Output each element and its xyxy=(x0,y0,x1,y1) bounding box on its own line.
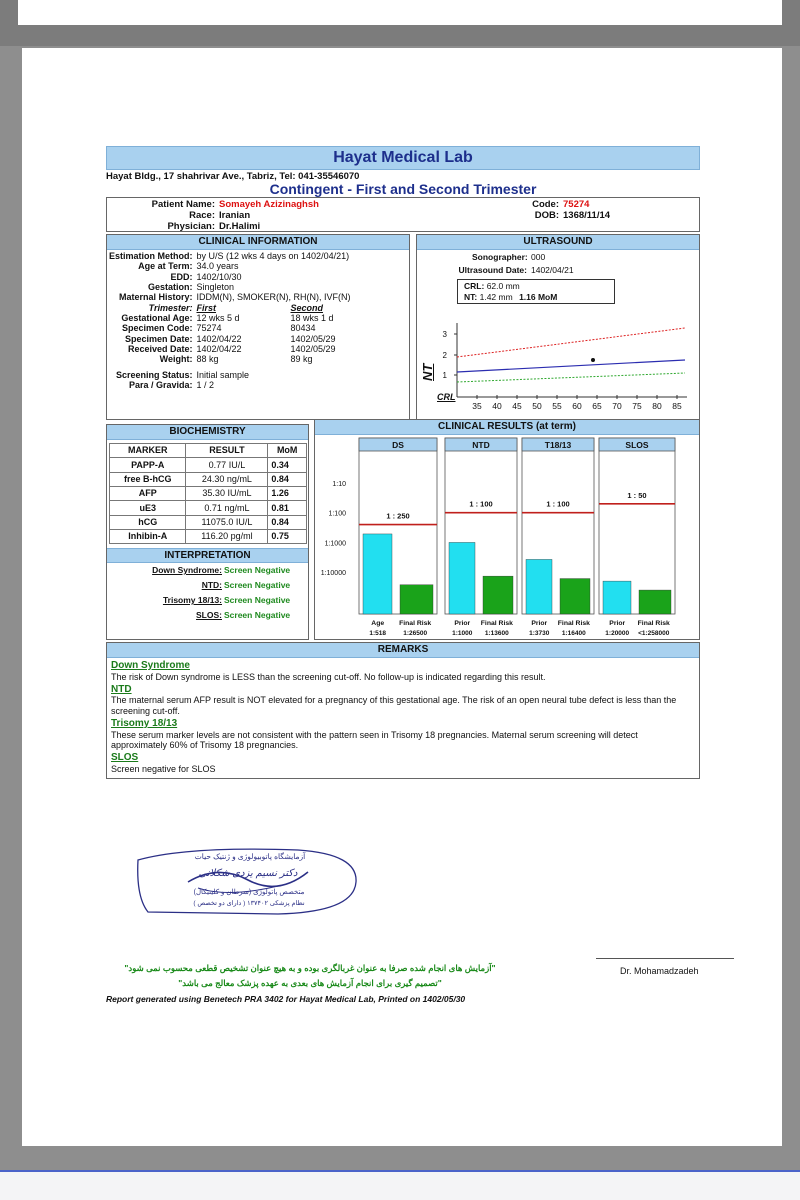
table-row xyxy=(110,515,307,529)
col-marker: MARKER xyxy=(110,444,186,458)
patient-name-label: Patient Name: xyxy=(151,199,215,211)
crl-value: 62.0 mm xyxy=(486,281,520,292)
clinical-row-2 xyxy=(107,334,352,344)
second-value: 18 wks 1 d xyxy=(290,313,334,324)
lab-address: Hayat Bldg., 17 shahrivar Ave., Tabriz, Tel: 041-35546070 xyxy=(106,171,360,182)
ultrasound-box xyxy=(416,234,700,420)
clinical-header: CLINICAL INFORMATION xyxy=(107,235,409,250)
nt-x-tick-label: 45 xyxy=(512,401,522,412)
risk-cutoff-label: 1 : 250 xyxy=(386,511,410,521)
risk-bar-label: Final Risk xyxy=(480,620,513,628)
nt-upper-line xyxy=(457,328,685,357)
marker: uE3 xyxy=(110,501,186,515)
clinical-results-header: CLINICAL RESULTS (at term) xyxy=(315,420,699,435)
risk-bar xyxy=(560,579,590,614)
row-label: Gestational Age: xyxy=(121,313,193,324)
result: 24.30 ng/mL xyxy=(186,472,268,486)
risk-bar xyxy=(400,585,433,614)
estimation-method: by U/S (12 wks 4 days on 1402/04/21) xyxy=(196,251,350,262)
risk-bar xyxy=(603,581,631,614)
nt-y-tick-label: 3 xyxy=(442,330,447,340)
mom: 0.81 xyxy=(268,501,307,515)
physician: Dr.Halimi xyxy=(219,221,261,233)
age-at-term: 34.0 years xyxy=(196,261,239,272)
sonographer-label: Sonographer: xyxy=(472,252,528,263)
remark-title-slos: SLOS xyxy=(111,752,139,764)
table-row xyxy=(110,458,307,472)
patient-box xyxy=(106,197,700,232)
risk-bar-label: Age xyxy=(371,620,385,628)
risk-bar-value: 1:3730 xyxy=(529,630,550,638)
remark-title-ntd: NTD xyxy=(111,683,132,695)
risk-bar-value: <1:258000 xyxy=(638,630,670,638)
physician-label: Physician: xyxy=(167,221,215,233)
para-label: Para / Gravida: xyxy=(128,380,193,391)
interp-label: SLOS: xyxy=(196,610,222,621)
risk-y-tick-label: 1:10000 xyxy=(320,570,346,578)
risk-bar-label: Final Risk xyxy=(399,620,432,628)
doctor-stamp xyxy=(128,842,363,922)
nt-label: NT: xyxy=(464,292,478,303)
stamp-line-2: دکتر نسیم یزدی شکلانی xyxy=(198,868,298,879)
remark-title-down-syndrome: Down Syndrome xyxy=(111,660,190,672)
stamp-line-3: متخصص پاتولوژی (سرطان و کلینیکال) xyxy=(193,889,305,896)
table-row xyxy=(110,486,307,500)
nt-x-tick-label: 60 xyxy=(572,401,582,412)
screening-status: Initial sample xyxy=(196,369,250,380)
risk-bar-label: Prior xyxy=(454,620,471,628)
nt-x-tick-label: 55 xyxy=(552,401,562,412)
edd-label: EDD: xyxy=(170,271,193,282)
interpretation-list xyxy=(107,563,308,623)
risk-panel-title: T18/13 xyxy=(544,440,572,451)
second-value: 89 kg xyxy=(290,354,313,365)
table-row xyxy=(110,529,307,543)
interp-label: Down Syndrome: xyxy=(152,565,222,576)
code: 75274 xyxy=(563,199,590,211)
signer-name: Dr. Mohamadzadeh xyxy=(620,966,699,976)
risk-y-tick-label: 1:1000 xyxy=(324,540,346,548)
nt-x-tick-label: 65 xyxy=(592,401,602,412)
nt-axis-label: NT xyxy=(420,363,435,382)
nt-x-tick-label: 75 xyxy=(632,401,642,412)
marker: PAPP-A xyxy=(110,458,186,472)
risk-bar-label: Final Risk xyxy=(557,620,590,628)
remark-text-slos: Screen negative for SLOS xyxy=(111,763,216,774)
interp-value: Screen Negative xyxy=(224,610,291,621)
clinical-row xyxy=(106,234,700,424)
interp-label: NTD: xyxy=(201,580,222,591)
row-label: Specimen Code: xyxy=(121,323,193,334)
result: 116.20 pg/ml xyxy=(186,529,268,543)
risk-bar xyxy=(363,534,392,614)
ultrasound-date: 1402/04/21 xyxy=(531,265,574,276)
crl-axis-label: CRL xyxy=(437,392,456,403)
farsi-note-2: "تصمیم گیری برای انجام آزمایش های بعدی به عهده پزشک معالج می باشد" xyxy=(178,978,442,988)
ultrasound-header: ULTRASOUND xyxy=(417,235,699,250)
row-label: Specimen Date: xyxy=(124,333,193,344)
stamp-line-1: آزمایشگاه پاتوبیولوژی و ژنتیک حیات xyxy=(194,852,306,861)
ultrasound-date-label: Ultrasound Date: xyxy=(458,265,527,276)
row-label: Weight: xyxy=(159,354,193,365)
nt-x-tick-label: 35 xyxy=(472,401,482,412)
mom: 1.26 xyxy=(268,486,307,500)
first-value: 1402/04/22 xyxy=(196,333,242,344)
clinical-row-4 xyxy=(107,354,352,364)
table-row xyxy=(110,472,307,486)
risk-bar-label: Prior xyxy=(531,620,548,628)
risk-bar xyxy=(639,590,671,614)
result: 11075.0 IU/L xyxy=(186,515,268,529)
report-title: Contingent - First and Second Trimester xyxy=(269,180,537,197)
sonographer: 000 xyxy=(531,252,546,263)
remark-text-trisomy: These serum marker levels are not consistent with the pattern seen in Trisomy 18 pregnancies. Maternal serum screening will detect approximately 60% of Trisomy 18 pregnancies. xyxy=(111,729,638,750)
risk-bar-value: 1:20000 xyxy=(605,630,630,638)
race-label: Race: xyxy=(189,210,215,222)
risk-cutoff-label: 1 : 100 xyxy=(469,499,493,509)
nt-x-tick-label: 80 xyxy=(652,401,662,412)
nt-x-tick-label: 70 xyxy=(612,401,622,412)
report-generated-note: Report generated using Benetech PRA 3402 for Hayat Medical Lab, Printed on 1402/05/30 xyxy=(106,994,466,1004)
crl-label: CRL: xyxy=(464,281,485,292)
results-row xyxy=(106,421,700,640)
marker: hCG xyxy=(110,515,186,529)
previous-page xyxy=(18,0,782,25)
maternal-history: IDDM(N), SMOKER(N), RH(N), IVF(N) xyxy=(196,292,351,303)
signature-line xyxy=(596,958,734,959)
clinical-row-1 xyxy=(107,323,352,333)
nt-crl-chart xyxy=(417,309,701,419)
dob-label: DOB: xyxy=(534,210,559,222)
risk-cutoff-label: 1 : 100 xyxy=(546,499,570,509)
remark-title-trisomy: Trisomy 18/13 xyxy=(111,718,178,730)
risk-bar-value: 1:1000 xyxy=(452,630,473,638)
interp-value: Screen Negative xyxy=(224,595,291,606)
risk-bar xyxy=(526,559,552,614)
nt-x-tick-label: 85 xyxy=(672,401,682,412)
biochemistry-header: BIOCHEMISTRY xyxy=(107,425,308,440)
marker: free B-hCG xyxy=(110,472,186,486)
risk-bar xyxy=(449,542,475,614)
edd: 1402/10/30 xyxy=(196,271,242,282)
second-value: 80434 xyxy=(290,323,316,334)
second-value: 1402/05/29 xyxy=(290,344,336,355)
nt-y-tick-label: 2 xyxy=(442,351,447,361)
first-trimester-header: First xyxy=(196,302,217,313)
col-mom: MoM xyxy=(268,444,307,458)
clinical-results-box xyxy=(314,419,700,640)
row-label: Received Date: xyxy=(127,344,193,355)
risk-bar-value: 1:518 xyxy=(369,630,387,638)
gestation: Singleton xyxy=(196,282,235,293)
result: 0.77 IU/L xyxy=(186,458,268,472)
risk-bar-value: 1:13600 xyxy=(484,630,509,638)
risk-cutoff-label: 1 : 50 xyxy=(627,490,647,500)
estimation-label: Estimation Method: xyxy=(109,251,193,262)
result: 0.71 ng/mL xyxy=(186,501,268,515)
interpretation-header: INTERPRETATION xyxy=(107,548,308,563)
risk-panel-title: DS xyxy=(392,440,404,451)
marker: Inhibin-A xyxy=(110,529,186,543)
biochemistry-box xyxy=(106,424,309,640)
gestation-label: Gestation: xyxy=(147,282,193,293)
race: Iranian xyxy=(219,210,251,222)
nt-x-tick-label: 40 xyxy=(492,401,502,412)
interp-value: Screen Negative xyxy=(224,565,291,576)
previous-page-strip xyxy=(0,0,800,46)
first-value: 1402/04/22 xyxy=(196,344,242,355)
risk-bar-value: 1:16400 xyxy=(561,630,586,638)
mom: 0.75 xyxy=(268,529,307,543)
risk-bar-label: Final Risk xyxy=(637,620,670,628)
risk-panel-title: SLOS xyxy=(625,440,649,451)
lab-report xyxy=(106,146,700,779)
mom: 0.84 xyxy=(268,515,307,529)
risk-panel-title: NTD xyxy=(472,440,490,451)
first-value: 75274 xyxy=(196,323,222,334)
interp-value: Screen Negative xyxy=(224,580,291,591)
risk-bar xyxy=(483,576,513,614)
risk-bar-value: 1:26500 xyxy=(403,630,428,638)
nt-median-line xyxy=(457,360,685,372)
dob: 1368/11/14 xyxy=(563,210,611,222)
stamp-line-4: نظام پزشکی ۱۳۷۴۰۲ ( دارای دو تخصص ) xyxy=(193,900,305,907)
nt-lower-line xyxy=(457,373,685,382)
first-value: 12 wks 5 d xyxy=(196,313,240,324)
result: 35.30 IU/mL xyxy=(186,486,268,500)
clinical-information-box xyxy=(106,234,410,420)
clinical-row-3 xyxy=(107,344,352,354)
para-gravida: 1 / 2 xyxy=(196,380,215,391)
remarks-header: REMARKS xyxy=(107,643,699,658)
remark-text-down-syndrome: The risk of Down syndrome is LESS than the screening cut-off. No follow-up is indicated regarding this result. xyxy=(111,671,546,682)
col-result: RESULT xyxy=(186,444,268,458)
clinical-table xyxy=(107,251,352,390)
interp-label: Trisomy 18/13: xyxy=(162,595,222,606)
age-label: Age at Term: xyxy=(138,261,193,272)
lab-name: Hayat Medical Lab xyxy=(106,146,700,170)
maternal-label: Maternal History: xyxy=(118,292,193,303)
marker: AFP xyxy=(110,486,186,500)
risk-y-tick-label: 1:100 xyxy=(328,510,346,518)
biochemistry-table xyxy=(109,443,307,544)
nt-patient-point xyxy=(591,358,595,362)
farsi-note-1: "آزمایش های انجام شده صرفا به عنوان غربالگری بوده و به هیچ عنوان تشخیص قطعی محسوب نمی شود" xyxy=(124,963,496,973)
first-value: 88 kg xyxy=(196,354,219,365)
nt-y-tick-label: 1 xyxy=(442,371,447,381)
crl-nt-box xyxy=(457,279,615,304)
mom: 0.84 xyxy=(268,472,307,486)
patient-name: Somayeh Azizinaghsh xyxy=(219,199,319,211)
table-row xyxy=(110,501,307,515)
trimester-label: Trimester: xyxy=(148,302,193,313)
bottom-bar xyxy=(0,1170,800,1200)
nt-value: 1.42 mm xyxy=(479,292,513,303)
risk-chart xyxy=(315,435,699,639)
risk-y-tick-label: 1:10 xyxy=(332,481,346,489)
second-trimester-header: Second xyxy=(290,302,324,313)
nt-mom: 1.16 MoM xyxy=(519,292,558,303)
remarks-box xyxy=(106,642,700,779)
risk-bar-label: Prior xyxy=(609,620,626,628)
clinical-row-0 xyxy=(107,313,352,323)
remark-text-ntd: The maternal serum AFP result is NOT elevated for a pregnancy of this gestational age. The risk of an open neural tube defect is less than the screening cut-off. xyxy=(111,695,677,716)
code-label: Code: xyxy=(532,199,559,211)
status-label: Screening Status: xyxy=(115,369,193,380)
mom: 0.34 xyxy=(268,458,307,472)
nt-x-tick-label: 50 xyxy=(532,401,542,412)
second-value: 1402/05/29 xyxy=(290,333,336,344)
